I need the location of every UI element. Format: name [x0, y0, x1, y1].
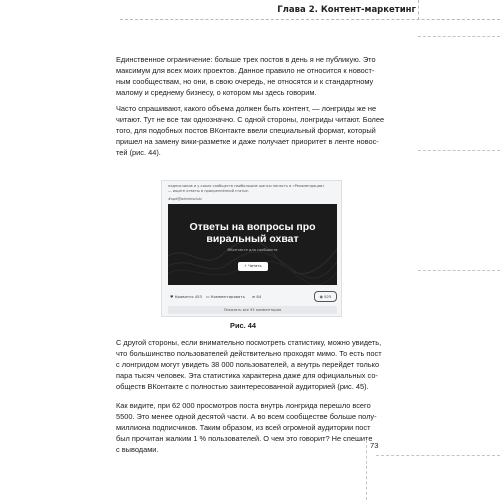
- text-line: миллиона подписчиков. Таким образом, из всей огромной аудитории пост: [116, 423, 371, 433]
- article-title: [168, 221, 337, 245]
- text-line: пара тысяч человек. Эта статистика характерна даже для официальных со-: [116, 371, 378, 381]
- article-title-line: Ответы на вопросы про: [189, 221, 316, 233]
- page-header: [0, 0, 500, 20]
- text-line: ным сообществам, но они, в свою очередь, не относятся и к стандартному: [116, 77, 374, 87]
- text-line: что большинство пользователей действительно проходят мимо. То есть пост: [116, 349, 382, 359]
- read-button-label: Читать: [248, 264, 262, 268]
- article-card[interactable]: [168, 204, 337, 285]
- footer-rule: [376, 455, 500, 456]
- header-divider: [418, 0, 419, 20]
- comment-icon: ▭: [206, 294, 210, 299]
- text-line: С другой стороны, если внимательно посмотреть статистику, можно увидеть,: [116, 338, 382, 347]
- text-line: Как видите, при 62 000 просмотров поста внутрь лонгрида перешло всего: [116, 401, 371, 410]
- text-line: с лонгридом могут увидеть 38 000 пользователей, а внутрь перейдет только: [116, 360, 380, 370]
- eye-icon: ◉: [319, 294, 323, 299]
- read-button[interactable]: [238, 262, 268, 271]
- post-hashtag[interactable]: #spd@adminsclub: [168, 197, 202, 201]
- figure-vk-post: [161, 180, 342, 317]
- margin-guide: [418, 270, 500, 271]
- reposts-count: 84: [256, 294, 262, 299]
- figure-caption: Рис. 44: [230, 321, 256, 330]
- comment-button[interactable]: [206, 294, 245, 299]
- chapter-title: Глава 2. Контент-маркетинг: [277, 5, 416, 15]
- post-actions: [168, 291, 337, 303]
- text-line: с выводами.: [116, 445, 159, 455]
- views-counter: [314, 291, 337, 302]
- heart-icon: ♥: [170, 294, 174, 299]
- share-button[interactable]: [252, 294, 261, 299]
- footer-divider: [366, 440, 367, 500]
- text-line: тей (рис. 44).: [116, 148, 161, 158]
- comment-label: Комментировать: [210, 294, 245, 299]
- text-line: обществ ВКонтакте с полностью заинтересованной аудиторией (рис. 45).: [116, 382, 369, 392]
- article-subtitle: ВКонтакте для сообществ: [227, 248, 278, 252]
- header-rule: [120, 19, 500, 20]
- margin-guide: [418, 36, 500, 37]
- text-line: того, для подобных постов ВКонтакте ввели специальный формат, который: [116, 126, 376, 136]
- post-text-line: подписчиков и у каких сообществ наибольшие шансы попасть в «Рекомендации»: [168, 184, 325, 188]
- like-button[interactable]: [170, 294, 202, 299]
- views-count: 925: [324, 294, 332, 299]
- page-number: 73: [370, 441, 379, 450]
- paragraph-1: [116, 54, 376, 98]
- text-line: был прочитан жалким 1 % пользователей. О чем это говорит? Не спешите: [116, 434, 373, 444]
- article-title-line: виральный охват: [206, 233, 299, 245]
- text-line: читают. Тут не все так однозначно. С одной стороны, лонгриды читают. Более: [116, 115, 385, 125]
- text-line: Единственное ограничение: больше трех постов в день я не публикую. Это: [116, 55, 376, 64]
- share-icon: ➦: [252, 294, 256, 299]
- paragraph-3: [116, 337, 382, 392]
- text-line: максимум для всех моих проектов. Данное правило не относится к новост-: [116, 66, 375, 76]
- text-line: пришел на замену вики-разметке и даже получает приоритет в ленте новос-: [116, 137, 379, 147]
- lightning-icon: ⚡: [244, 264, 247, 268]
- post-text-line: — ищите ответы в прикреплённой статье.: [168, 189, 249, 193]
- show-comments-link[interactable]: Показать все 93 комментария: [168, 306, 337, 314]
- paragraph-2: [116, 103, 385, 158]
- text-line: Часто спрашивают, какого объема должен быть контент, — лонгриды же не: [116, 104, 377, 113]
- likes-count: Нравится 453: [174, 294, 202, 299]
- text-line: малому и среднему бизнесу, о котором мы здесь говорим.: [116, 88, 317, 98]
- margin-guide: [418, 150, 500, 151]
- text-line: 5500. Это менее одной десятой части. А во всем сообществе больше полу-: [116, 412, 377, 422]
- post-text: [168, 184, 338, 194]
